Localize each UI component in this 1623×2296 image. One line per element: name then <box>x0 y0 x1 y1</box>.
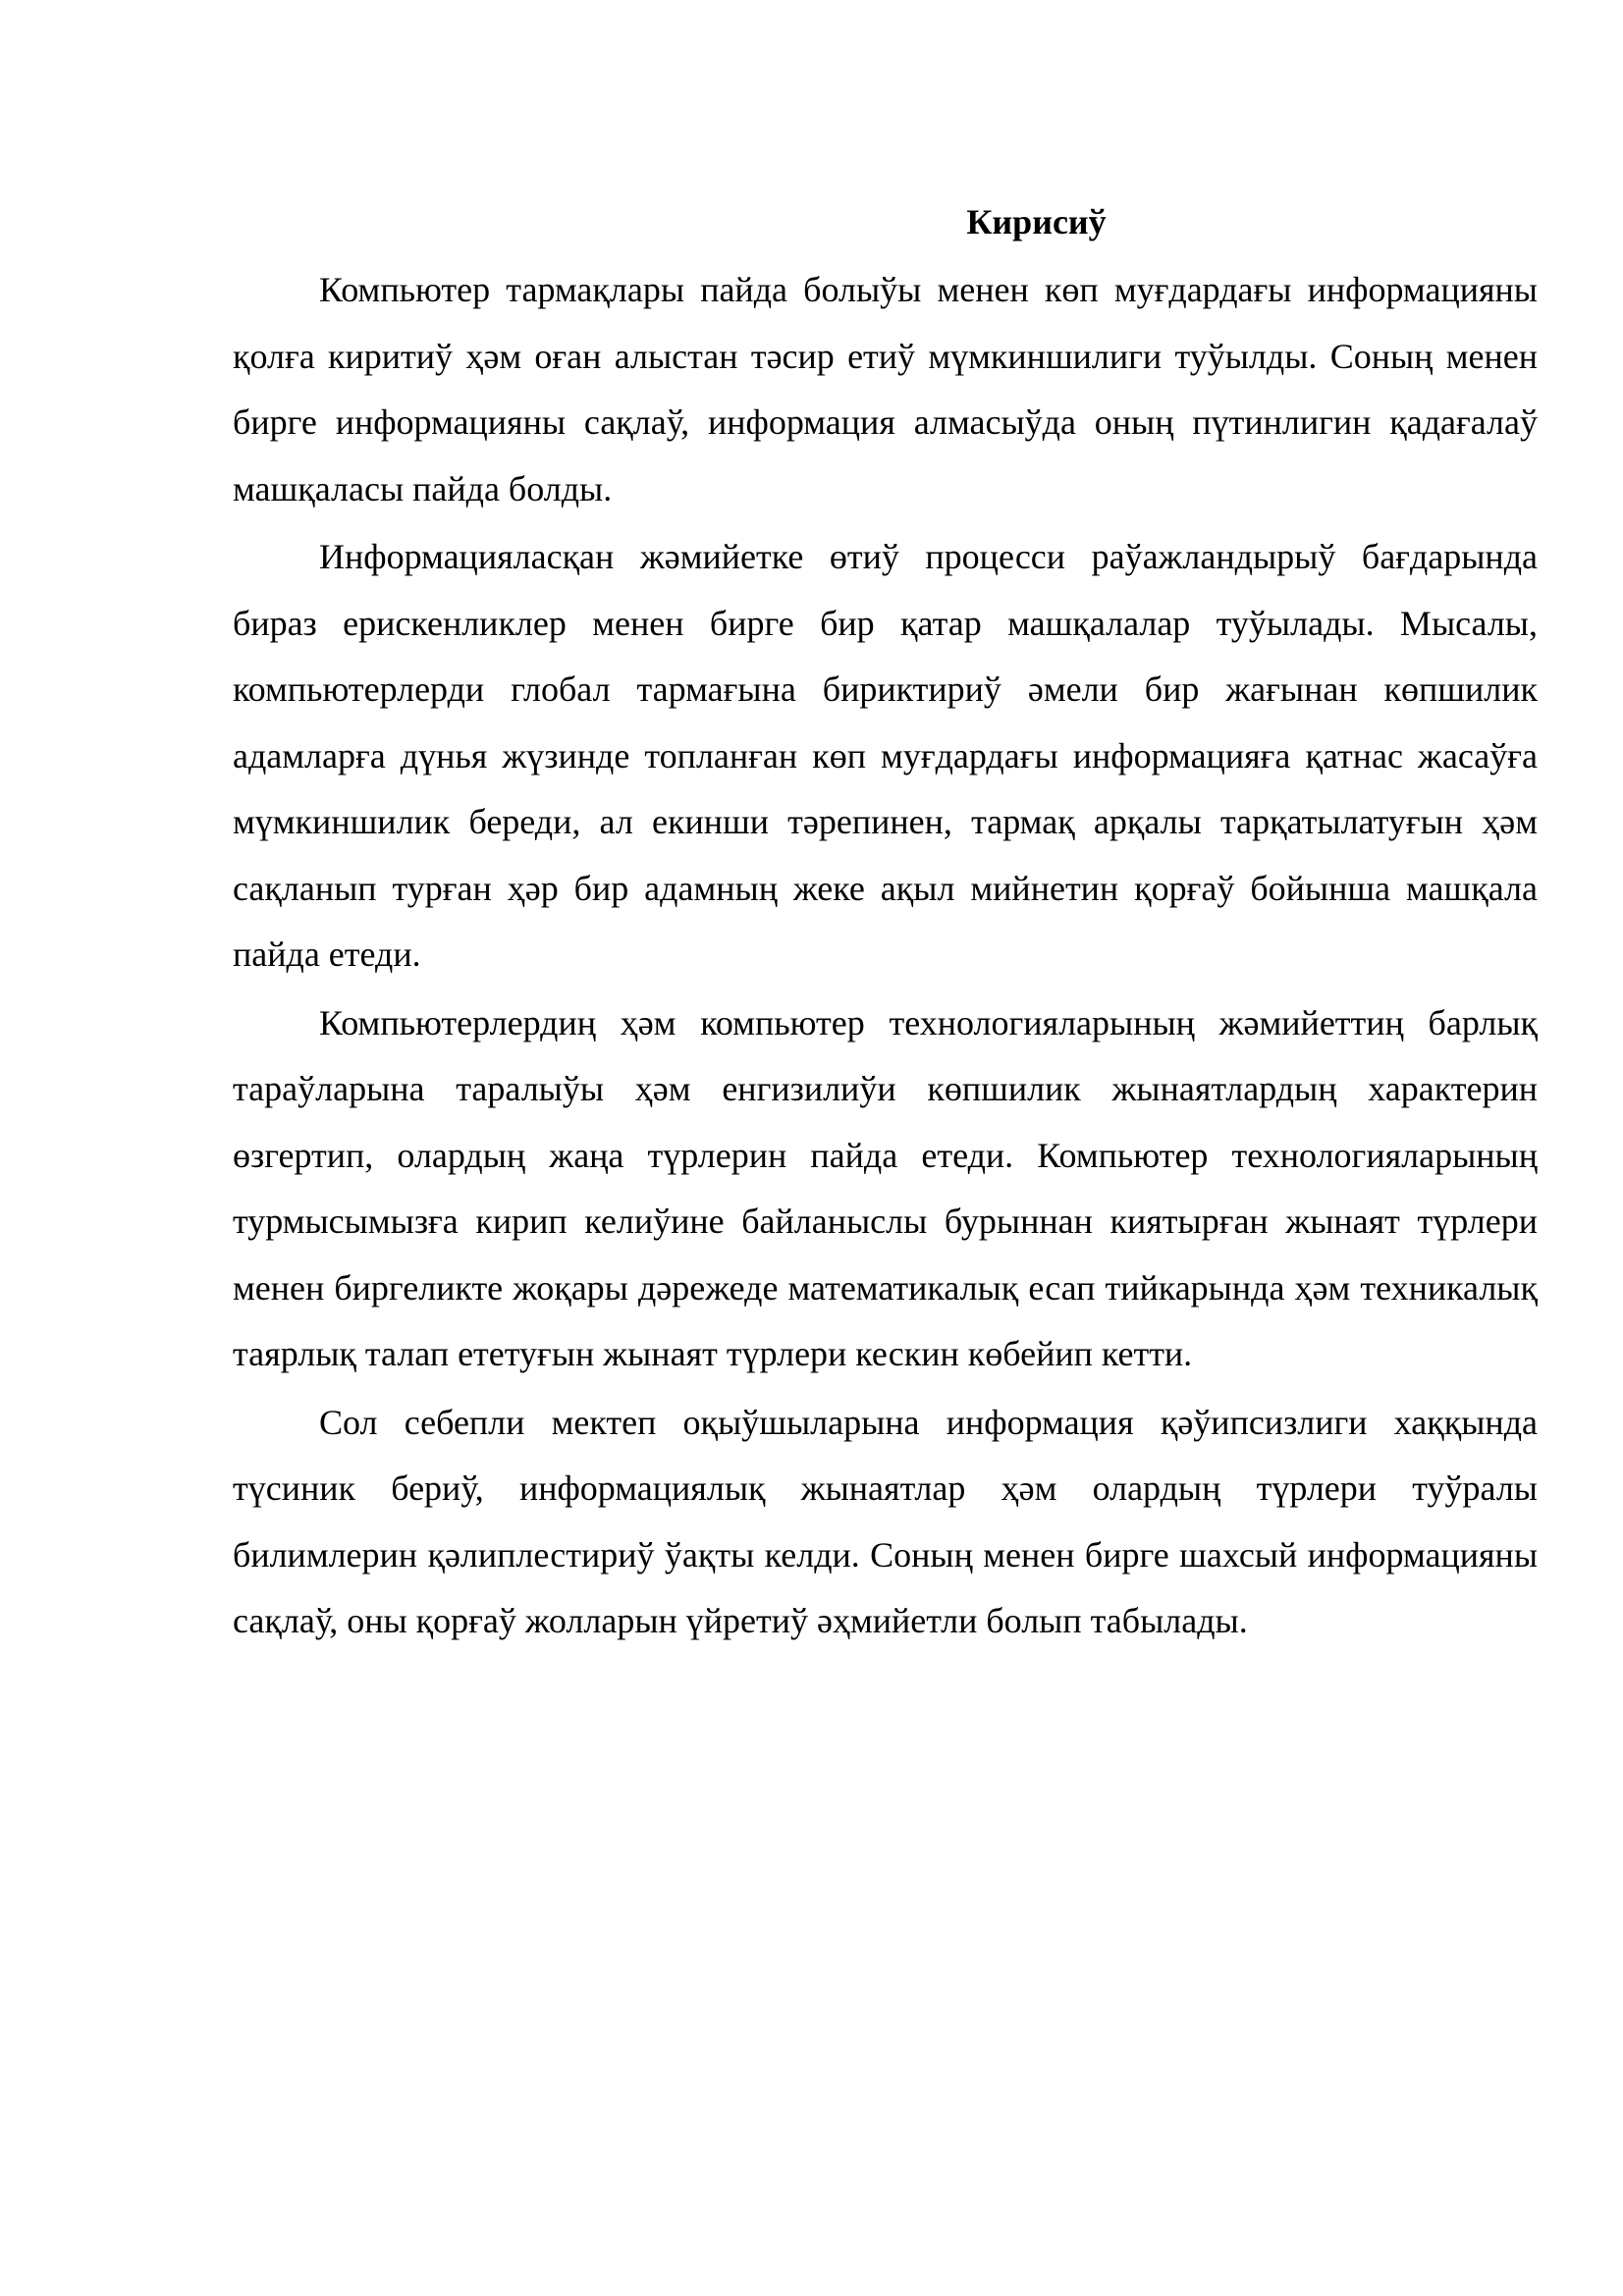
paragraph-1: Компьютер тармақлары пайда болыўы менен көп муғдардағы информацияны қолға киритиў ҳәм оған алыстан тәсир етиў мүмкиншилиги туўылды. Соның менен бирге информацияны сақлаў, информация алмасыўда оның пүтинлигин қадағалаў машқаласы пайда болды. <box>233 270 1538 508</box>
paragraph-4: Сол себепли мектеп оқыўшыларына информация қәўипсизлиги хаққында түсиник бериў, информациялық жынаятлар ҳәм олардың түрлери туўралы билимлерин қәлиплестириў ўақты келди. Соның менен бирге шахсый информацияны сақлаў, оны қорғаў жолларын үйретиў әҳмийетли болып табылады. <box>233 1402 1538 1640</box>
document-title: Кирисиў <box>966 202 1107 241</box>
document-body <box>233 196 1538 1657</box>
paragraph-2: Информацияласқан жәмийетке өтиў процесси раўажландырыў бағдарында бираз ерискенликлер менен бирге бир қатар машқалалар туўылады. Мысалы, компьютерлерди глобал тармағына бириктириў әмели бир жағынан көпшилик адамларға дүнья жүзинде топланған көп муғдардағы информацияға қатнас жасаўға мүмкиншилик береди, ал екинши тәрепинен, тармақ арқалы тарқатылатуғын ҳәм сақланып турған ҳәр бир адамның жеке ақыл мийнетин қорғаў бойынша машқала пайда етеди. <box>233 537 1538 974</box>
paragraph-3: Компьютерлердиң ҳәм компьютер технологияларының жәмийеттиң барлық тараўларына таралыўы ҳәм енгизилиўи көпшилик жынаятлардың характерин өзгертип, олардың жаңа түрлерин пайда етеди. Компьютер технологияларының турмысымызға кирип келиўине байланыслы бурыннан киятырған жынаят түрлери менен биргеликте жоқары дәрежеде математикалық есап тийкарында ҳәм техникалық таярлық талап ететуғын жынаят түрлери кескин көбейип кетти. <box>233 1002 1538 1373</box>
